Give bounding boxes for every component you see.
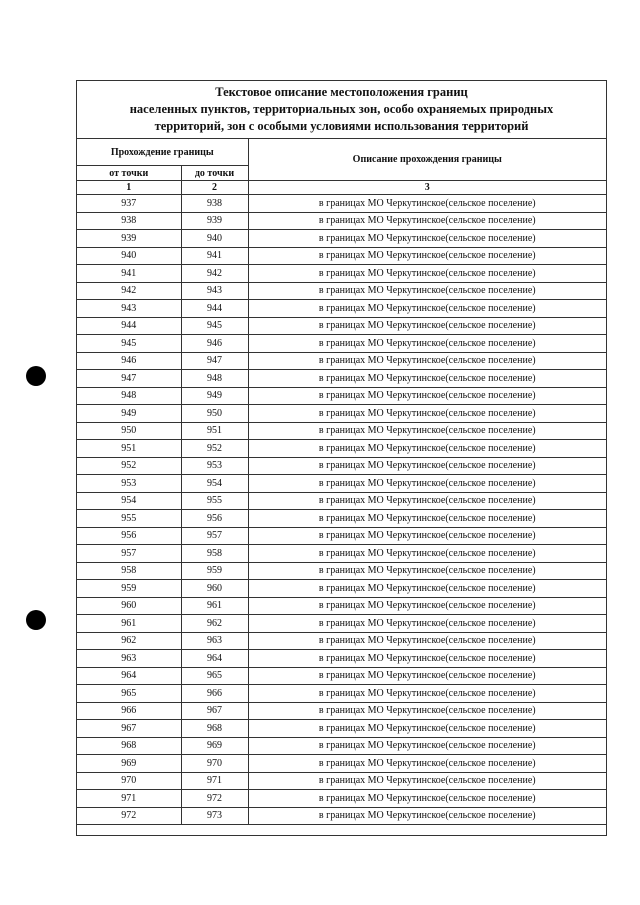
from-point-cell: 948 — [77, 387, 181, 405]
description-cell: в границах МО Черкутинское(сельское поселение) — [248, 230, 606, 248]
description-cell: в границах МО Черкутинское(сельское поселение) — [248, 352, 606, 370]
from-point-cell: 966 — [77, 702, 181, 720]
from-point-cell: 968 — [77, 737, 181, 755]
from-point-cell: 971 — [77, 790, 181, 808]
description-cell: в границах МО Черкутинское(сельское поселение) — [248, 212, 606, 230]
from-point-cell: 949 — [77, 405, 181, 423]
description-cell: в границах МО Черкутинское(сельское поселение) — [248, 790, 606, 808]
table-row — [77, 492, 606, 510]
description-cell: в границах МО Черкутинское(сельское поселение) — [248, 422, 606, 440]
from-point-cell: 965 — [77, 685, 181, 703]
to-point-cell: 947 — [181, 352, 248, 370]
description-cell: в границах МО Черкутинское(сельское поселение) — [248, 405, 606, 423]
to-point-cell: 939 — [181, 212, 248, 230]
from-point-cell: 950 — [77, 422, 181, 440]
description-cell: в границах МО Черкутинское(сельское поселение) — [248, 492, 606, 510]
to-point-cell: 960 — [181, 580, 248, 598]
table-row — [77, 650, 606, 668]
binder-hole-bottom — [26, 610, 46, 630]
table-row — [77, 597, 606, 615]
from-point-cell: 963 — [77, 650, 181, 668]
from-point-cell: 942 — [77, 282, 181, 300]
table-row — [77, 807, 606, 825]
description-cell: в границах МО Черкутинское(сельское поселение) — [248, 387, 606, 405]
table-row — [77, 737, 606, 755]
description-cell: в границах МО Черкутинское(сельское поселение) — [248, 335, 606, 353]
table-row — [77, 195, 606, 213]
table-row — [77, 212, 606, 230]
to-point-cell: 941 — [181, 247, 248, 265]
table-row — [77, 685, 606, 703]
description-cell: в границах МО Черкутинское(сельское поселение) — [248, 632, 606, 650]
description-cell: в границах МО Черкутинское(сельское поселение) — [248, 597, 606, 615]
table-row — [77, 667, 606, 685]
to-point-cell: 955 — [181, 492, 248, 510]
from-point-cell: 959 — [77, 580, 181, 598]
table-row — [77, 247, 606, 265]
description-cell: в границах МО Черкутинское(сельское поселение) — [248, 370, 606, 388]
from-point-cell: 957 — [77, 545, 181, 563]
description-cell: в границах МО Черкутинское(сельское поселение) — [248, 580, 606, 598]
title-line-3: территорий, зон с особыми условиями использования территорий — [154, 119, 529, 133]
table-row — [77, 702, 606, 720]
description-cell: в границах МО Черкутинское(сельское поселение) — [248, 195, 606, 213]
table-row — [77, 615, 606, 633]
from-point-cell: 946 — [77, 352, 181, 370]
description-cell: в границах МО Черкутинское(сельское поселение) — [248, 755, 606, 773]
title-line-1: Текстовое описание местоположения границ — [215, 85, 468, 99]
to-point-cell: 957 — [181, 527, 248, 545]
from-point-cell: 943 — [77, 300, 181, 318]
description-cell: в границах МО Черкутинское(сельское поселение) — [248, 247, 606, 265]
description-cell: в границах МО Черкутинское(сельское поселение) — [248, 475, 606, 493]
to-point-cell: 970 — [181, 755, 248, 773]
description-cell: в границах МО Черкутинское(сельское поселение) — [248, 527, 606, 545]
description-cell: в границах МО Черкутинское(сельское поселение) — [248, 562, 606, 580]
from-point-cell: 961 — [77, 615, 181, 633]
description-cell: в границах МО Черкутинское(сельское поселение) — [248, 650, 606, 668]
table-row — [77, 422, 606, 440]
to-point-cell: 940 — [181, 230, 248, 248]
from-point-cell: 958 — [77, 562, 181, 580]
from-point-cell: 938 — [77, 212, 181, 230]
description-cell: в границах МО Черкутинское(сельское поселение) — [248, 615, 606, 633]
to-point-cell: 945 — [181, 317, 248, 335]
description-cell: в границах МО Черкутинское(сельское поселение) — [248, 282, 606, 300]
to-point-cell: 950 — [181, 405, 248, 423]
from-point-cell: 939 — [77, 230, 181, 248]
from-point-cell: 962 — [77, 632, 181, 650]
title-line-2: населенных пунктов, территориальных зон, особо охраняемых природных — [129, 102, 554, 116]
to-point-cell: 964 — [181, 650, 248, 668]
table-row — [77, 580, 606, 598]
description-cell: в границах МО Черкутинское(сельское поселение) — [248, 772, 606, 790]
from-point-cell: 967 — [77, 720, 181, 738]
to-point-cell: 951 — [181, 422, 248, 440]
to-point-cell: 969 — [181, 737, 248, 755]
to-point-cell: 953 — [181, 457, 248, 475]
header-description-cell: Описание прохождения границы — [248, 139, 606, 181]
to-point-cell: 943 — [181, 282, 248, 300]
from-point-cell: 945 — [77, 335, 181, 353]
header-to-cell: до точки — [181, 166, 248, 181]
table-row — [77, 265, 606, 283]
to-point-cell: 972 — [181, 790, 248, 808]
table-row — [77, 475, 606, 493]
column-number-2: 2 — [181, 181, 248, 195]
description-cell: в границах МО Черкутинское(сельское поселение) — [248, 545, 606, 563]
to-point-cell: 952 — [181, 440, 248, 458]
to-point-cell: 963 — [181, 632, 248, 650]
from-point-cell: 956 — [77, 527, 181, 545]
document-title — [77, 81, 606, 139]
from-point-cell: 937 — [77, 195, 181, 213]
table-row — [77, 282, 606, 300]
to-point-cell: 942 — [181, 265, 248, 283]
to-point-cell: 967 — [181, 702, 248, 720]
table-row — [77, 370, 606, 388]
from-point-cell: 970 — [77, 772, 181, 790]
table-row — [77, 755, 606, 773]
to-point-cell: 959 — [181, 562, 248, 580]
from-point-cell: 969 — [77, 755, 181, 773]
to-point-cell: 965 — [181, 667, 248, 685]
description-cell: в границах МО Черкутинское(сельское поселение) — [248, 720, 606, 738]
description-cell: в границах МО Черкутинское(сельское поселение) — [248, 510, 606, 528]
table-row — [77, 527, 606, 545]
from-point-cell: 960 — [77, 597, 181, 615]
to-point-cell: 954 — [181, 475, 248, 493]
table-row — [77, 790, 606, 808]
description-cell: в границах МО Черкутинское(сельское поселение) — [248, 265, 606, 283]
from-point-cell: 951 — [77, 440, 181, 458]
column-number-3: 3 — [248, 181, 606, 195]
table-row — [77, 545, 606, 563]
from-point-cell: 954 — [77, 492, 181, 510]
to-point-cell: 938 — [181, 195, 248, 213]
from-point-cell: 940 — [77, 247, 181, 265]
table-row — [77, 230, 606, 248]
to-point-cell: 949 — [181, 387, 248, 405]
description-cell: в границах МО Черкутинское(сельское поселение) — [248, 702, 606, 720]
table-row — [77, 510, 606, 528]
description-cell: в границах МО Черкутинское(сельское поселение) — [248, 737, 606, 755]
description-cell: в границах МО Черкутинское(сельское поселение) — [248, 440, 606, 458]
to-point-cell: 971 — [181, 772, 248, 790]
header-from-cell: от точки — [77, 166, 181, 181]
description-cell: в границах МО Черкутинское(сельское поселение) — [248, 317, 606, 335]
column-number-1: 1 — [77, 181, 181, 195]
table-row — [77, 632, 606, 650]
to-point-cell: 946 — [181, 335, 248, 353]
description-cell: в границах МО Черкутинское(сельское поселение) — [248, 667, 606, 685]
from-point-cell: 972 — [77, 807, 181, 825]
document-sheet — [76, 80, 607, 836]
table-row — [77, 562, 606, 580]
table-row — [77, 405, 606, 423]
table-row — [77, 317, 606, 335]
from-point-cell: 952 — [77, 457, 181, 475]
description-cell: в границах МО Черкутинское(сельское поселение) — [248, 300, 606, 318]
from-point-cell: 964 — [77, 667, 181, 685]
description-cell: в границах МО Черкутинское(сельское поселение) — [248, 457, 606, 475]
description-cell: в границах МО Черкутинское(сельское поселение) — [248, 807, 606, 825]
to-point-cell: 944 — [181, 300, 248, 318]
to-point-cell: 962 — [181, 615, 248, 633]
table-row — [77, 335, 606, 353]
to-point-cell: 961 — [181, 597, 248, 615]
to-point-cell: 956 — [181, 510, 248, 528]
from-point-cell: 947 — [77, 370, 181, 388]
to-point-cell: 968 — [181, 720, 248, 738]
table-row — [77, 440, 606, 458]
description-cell: в границах МО Черкутинское(сельское поселение) — [248, 685, 606, 703]
boundary-table — [77, 139, 606, 825]
table-row — [77, 387, 606, 405]
table-row — [77, 772, 606, 790]
table-row — [77, 300, 606, 318]
to-point-cell: 973 — [181, 807, 248, 825]
to-point-cell: 966 — [181, 685, 248, 703]
header-group-cell: Прохождение границы — [77, 139, 248, 166]
table-row — [77, 720, 606, 738]
from-point-cell: 953 — [77, 475, 181, 493]
table-row — [77, 352, 606, 370]
from-point-cell: 955 — [77, 510, 181, 528]
from-point-cell: 944 — [77, 317, 181, 335]
to-point-cell: 948 — [181, 370, 248, 388]
binder-hole-top — [26, 366, 46, 386]
table-row — [77, 457, 606, 475]
to-point-cell: 958 — [181, 545, 248, 563]
from-point-cell: 941 — [77, 265, 181, 283]
